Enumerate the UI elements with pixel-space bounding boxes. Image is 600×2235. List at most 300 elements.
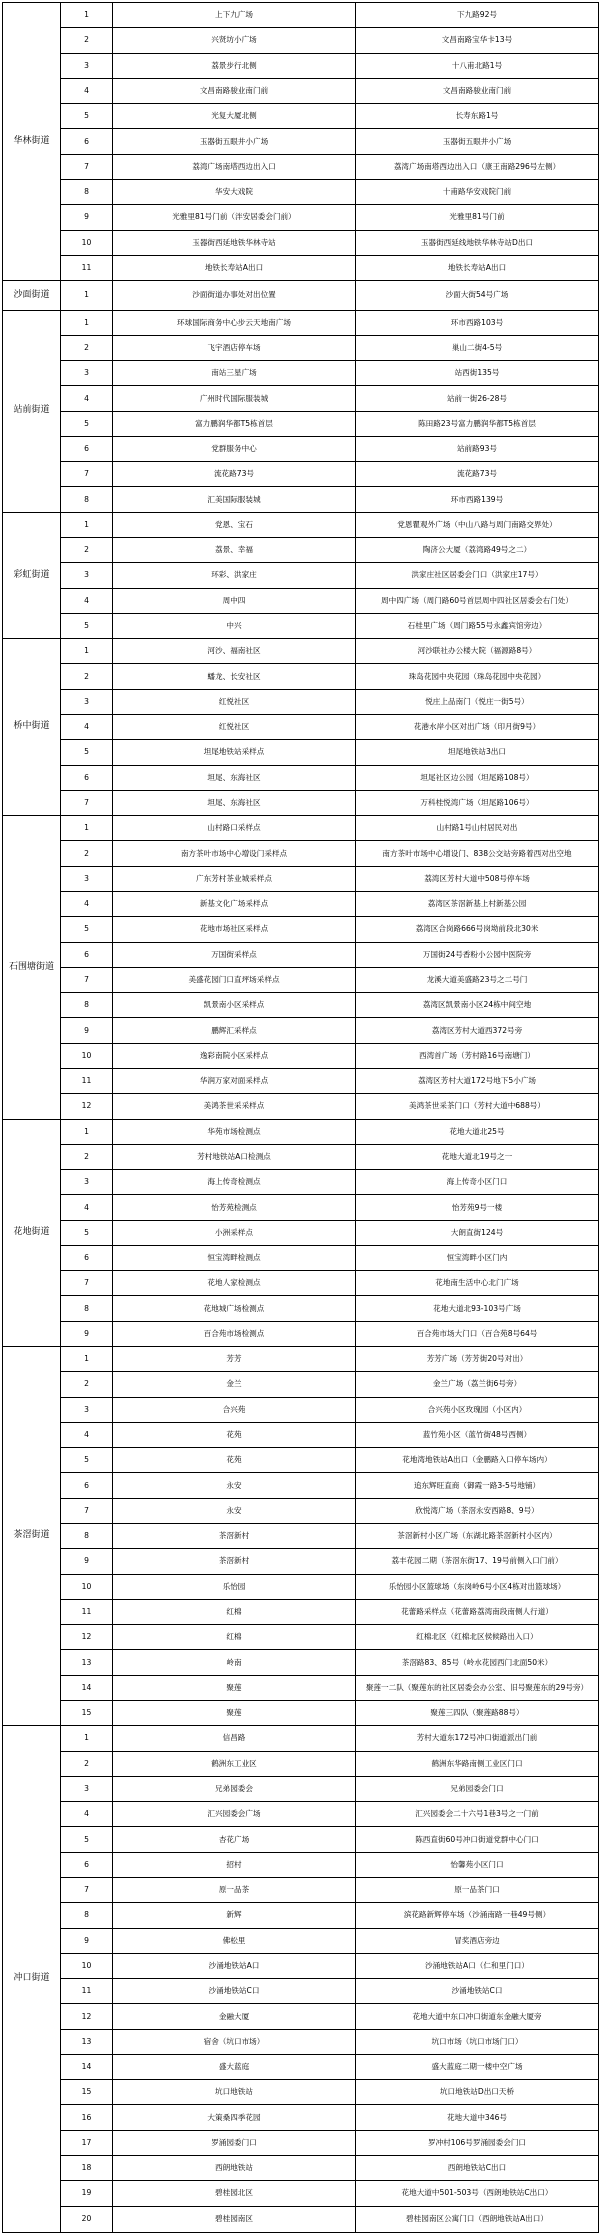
- table-row: [3, 1422, 599, 1447]
- row-number-cell: 1: [61, 512, 113, 537]
- site-address-cell: 珠岛花园中央花园（珠岛花园中央花园）: [356, 664, 599, 689]
- row-number-cell: 1: [61, 1726, 113, 1751]
- site-address-cell: 荔湾区芳村大道西372号旁: [356, 1018, 599, 1043]
- table-row: [3, 1144, 599, 1169]
- site-address-cell: 荔湾广场南塔西边出入口（康王南路296号左侧）: [356, 154, 599, 179]
- site-name-cell: 党恩、宝石: [113, 512, 356, 537]
- site-name-cell: 红悦社区: [113, 715, 356, 740]
- row-number-cell: 14: [61, 1675, 113, 1700]
- street-name-cell: 彩虹街道: [3, 512, 61, 638]
- site-address-cell: 聚莲三四队（聚莲路88号）: [356, 1700, 599, 1725]
- row-number-cell: 11: [61, 1068, 113, 1093]
- site-address-cell: 乐怡园小区篮球场（东岗岭6号小区4栋对出篮球场）: [356, 1574, 599, 1599]
- site-address-cell: 南方茶叶市场中心增设门、838公交站旁路着西对出空地: [356, 841, 599, 866]
- table-row: [3, 1877, 599, 1902]
- site-name-cell: 信昌路: [113, 1726, 356, 1751]
- site-name-cell: 玉器街西延地铁华林寺站: [113, 230, 356, 255]
- site-name-cell: 南站三星广场: [113, 361, 356, 386]
- row-number-cell: 17: [61, 2130, 113, 2155]
- site-address-cell: 周中四广场（周门路60号首层周中四社区居委会右门处）: [356, 588, 599, 613]
- site-address-cell: 荔湾区合岗路666号岗坳前段北30米: [356, 917, 599, 942]
- site-address-cell: 海上传奇小区门口: [356, 1170, 599, 1195]
- site-name-cell: 鹤洲东工业区: [113, 1751, 356, 1776]
- site-name-cell: 岭南: [113, 1650, 356, 1675]
- table-row: [3, 2029, 599, 2054]
- table-row: [3, 2004, 599, 2029]
- site-address-cell: 花地大道北19号之一: [356, 1144, 599, 1169]
- table-row: [3, 205, 599, 230]
- site-name-cell: 碧桂园南区: [113, 2206, 356, 2232]
- row-number-cell: 5: [61, 104, 113, 129]
- site-name-cell: 富力鹏润华都T5栋首层: [113, 411, 356, 436]
- site-name-cell: 华苑市场检测点: [113, 1119, 356, 1144]
- site-address-cell: 追东辉旺直商（御霞一路3-5号地铺）: [356, 1473, 599, 1498]
- row-number-cell: 5: [61, 1827, 113, 1852]
- row-number-cell: 18: [61, 2156, 113, 2181]
- table-row: [3, 411, 599, 436]
- row-number-cell: 13: [61, 1650, 113, 1675]
- table-row: [3, 2105, 599, 2130]
- row-number-cell: 1: [61, 3, 113, 28]
- table-row: [3, 790, 599, 815]
- row-number-cell: 9: [61, 1928, 113, 1953]
- table-row: [3, 715, 599, 740]
- table-row: [3, 1271, 599, 1296]
- site-name-cell: 坦尾、东海社区: [113, 790, 356, 815]
- table-row: [3, 841, 599, 866]
- row-number-cell: 4: [61, 715, 113, 740]
- row-number-cell: 2: [61, 28, 113, 53]
- site-name-cell: 坑口地铁站: [113, 2080, 356, 2105]
- site-name-cell: 新辉: [113, 1903, 356, 1928]
- table-row: [3, 78, 599, 103]
- row-number-cell: 3: [61, 361, 113, 386]
- site-name-cell: 红棉: [113, 1625, 356, 1650]
- site-name-cell: 广东芳村茶业城采样点: [113, 866, 356, 891]
- site-address-cell: 红棉北区（红棉北区侯候路出入口）: [356, 1625, 599, 1650]
- table-row: [3, 740, 599, 765]
- site-name-cell: 万国街采样点: [113, 942, 356, 967]
- table-row: [3, 1068, 599, 1093]
- site-address-cell: 花地南生活中心北门广场: [356, 1271, 599, 1296]
- site-address-cell: 光雅里81号门前: [356, 205, 599, 230]
- table-row: [3, 1372, 599, 1397]
- table-row: [3, 53, 599, 78]
- row-number-cell: 2: [61, 664, 113, 689]
- row-number-cell: 6: [61, 1245, 113, 1270]
- site-address-cell: 坦尾地铁站3出口: [356, 740, 599, 765]
- site-name-cell: 飞宇酒店停车场: [113, 335, 356, 360]
- site-address-cell: 山村路1号山村居民对出: [356, 816, 599, 841]
- site-name-cell: 广州时代国际服装城: [113, 386, 356, 411]
- site-address-cell: 陈西直街60号冲口街道党群中心门口: [356, 1827, 599, 1852]
- site-address-cell: 欣悦湾广场（茶滘永安西路8、9号）: [356, 1498, 599, 1523]
- site-address-cell: 鹤洲东华路南侧工业区门口: [356, 1751, 599, 1776]
- table-row: [3, 2054, 599, 2079]
- site-name-cell: 地铁长寿站A出口: [113, 255, 356, 280]
- row-number-cell: 8: [61, 1903, 113, 1928]
- site-address-cell: 流花路73号: [356, 462, 599, 487]
- row-number-cell: 2: [61, 335, 113, 360]
- table-row: [3, 512, 599, 537]
- table-row: [3, 1574, 599, 1599]
- site-name-cell: 美盛花园门口直坪场采样点: [113, 967, 356, 992]
- row-number-cell: 9: [61, 205, 113, 230]
- site-name-cell: 茶滘新村: [113, 1524, 356, 1549]
- table-row: [3, 967, 599, 992]
- table-row: [3, 689, 599, 714]
- site-address-cell: 怡馨苑小区门口: [356, 1852, 599, 1877]
- site-name-cell: 花地城广场检测点: [113, 1296, 356, 1321]
- site-name-cell: 文昌南路骏业南门前: [113, 78, 356, 103]
- site-address-cell: 玉器街五眼井小广场: [356, 129, 599, 154]
- table-row: [3, 3, 599, 28]
- table-row: [3, 891, 599, 916]
- site-address-cell: 洪家庄社区居委会门口（洪家庄17号）: [356, 563, 599, 588]
- site-address-cell: 下九路92号: [356, 3, 599, 28]
- table-row: [3, 386, 599, 411]
- site-name-cell: 兄弟园委会: [113, 1776, 356, 1801]
- row-number-cell: 9: [61, 1321, 113, 1346]
- row-number-cell: 1: [61, 816, 113, 841]
- table-row: [3, 588, 599, 613]
- site-address-cell: 花地大道北25号: [356, 1119, 599, 1144]
- row-number-cell: 6: [61, 1473, 113, 1498]
- row-number-cell: 3: [61, 866, 113, 891]
- site-name-cell: 中兴: [113, 613, 356, 638]
- site-name-cell: 周中四: [113, 588, 356, 613]
- site-name-cell: 大策桑四季花园: [113, 2105, 356, 2130]
- site-address-cell: 合兴苑小区玫瑰园（小区内）: [356, 1397, 599, 1422]
- row-number-cell: 8: [61, 993, 113, 1018]
- table-row: [3, 2206, 599, 2232]
- site-name-cell: 杏花广场: [113, 1827, 356, 1852]
- table-row: [3, 613, 599, 638]
- site-name-cell: 招村: [113, 1852, 356, 1877]
- table-row: [3, 230, 599, 255]
- site-name-cell: 怡芳苑检测点: [113, 1195, 356, 1220]
- site-name-cell: 永安: [113, 1498, 356, 1523]
- site-address-cell: 金兰广场（荔兰街6号旁）: [356, 1372, 599, 1397]
- site-name-cell: 红悦社区: [113, 689, 356, 714]
- row-number-cell: 11: [61, 255, 113, 280]
- row-number-cell: 10: [61, 1043, 113, 1068]
- table-row: [3, 1296, 599, 1321]
- table-row: [3, 1397, 599, 1422]
- site-address-cell: 文昌南路宝华卡13号: [356, 28, 599, 53]
- table-row: [3, 2156, 599, 2181]
- street-name-cell: 石围塘街道: [3, 816, 61, 1119]
- row-number-cell: 3: [61, 53, 113, 78]
- site-address-cell: 石桂里广场（周门路55号永鑫宾馆旁边）: [356, 613, 599, 638]
- site-address-cell: 怡芳苑9号一楼: [356, 1195, 599, 1220]
- site-name-cell: 光复大厦北侧: [113, 104, 356, 129]
- row-number-cell: 5: [61, 1448, 113, 1473]
- site-address-cell: 玉器街西延线地铁华林寺站D出口: [356, 230, 599, 255]
- table-row: [3, 104, 599, 129]
- row-number-cell: 8: [61, 179, 113, 204]
- site-name-cell: 荔湾广场南塔西边出入口: [113, 154, 356, 179]
- site-name-cell: 鹏辉汇采样点: [113, 1018, 356, 1043]
- street-name-cell: 华林街道: [3, 3, 61, 281]
- site-name-cell: 汇美国际服装城: [113, 487, 356, 512]
- row-number-cell: 4: [61, 891, 113, 916]
- table-row: [3, 1928, 599, 1953]
- table-row: [3, 1599, 599, 1624]
- site-name-cell: 汇兴园委会广场: [113, 1802, 356, 1827]
- table-row: [3, 1245, 599, 1270]
- row-number-cell: 2: [61, 1372, 113, 1397]
- row-number-cell: 1: [61, 1119, 113, 1144]
- site-name-cell: 芳村地铁站A口检测点: [113, 1144, 356, 1169]
- site-address-cell: 茶滘新村小区广场（东湖北路茶滘新村小区内）: [356, 1524, 599, 1549]
- site-name-cell: 红棉: [113, 1599, 356, 1624]
- site-name-cell: 华安大戏院: [113, 179, 356, 204]
- site-name-cell: 玉器街五眼井小广场: [113, 129, 356, 154]
- site-name-cell: 聚莲: [113, 1675, 356, 1700]
- table-row: [3, 917, 599, 942]
- table-row: [3, 1018, 599, 1043]
- table-row: [3, 2130, 599, 2155]
- site-address-cell: 茶滘路83、85号（岭水花园西门北面50米）: [356, 1650, 599, 1675]
- site-name-cell: 蟠龙、长安社区: [113, 664, 356, 689]
- site-name-cell: 金兰: [113, 1372, 356, 1397]
- row-number-cell: 4: [61, 588, 113, 613]
- row-number-cell: 7: [61, 790, 113, 815]
- site-name-cell: 荔景、幸福: [113, 538, 356, 563]
- table-row: [3, 866, 599, 891]
- site-address-cell: 盛大蓝庭二期一楼中空广场: [356, 2054, 599, 2079]
- site-name-cell: 花苑: [113, 1422, 356, 1447]
- table-row: [3, 1448, 599, 1473]
- site-address-cell: 花地大道中501-503号（西朗地铁站C出口）: [356, 2181, 599, 2206]
- table-row: [3, 538, 599, 563]
- table-row: [3, 1802, 599, 1827]
- site-address-cell: 花地大道中346号: [356, 2105, 599, 2130]
- row-number-cell: 2: [61, 1751, 113, 1776]
- site-name-cell: 恒宝湾畔检测点: [113, 1245, 356, 1270]
- site-name-cell: 佛松里: [113, 1928, 356, 1953]
- table-row: [3, 1726, 599, 1751]
- site-name-cell: 山村路口采样点: [113, 816, 356, 841]
- row-number-cell: 7: [61, 462, 113, 487]
- site-name-cell: 西朗地铁站: [113, 2156, 356, 2181]
- site-address-cell: 荔湾区芳村大道中508号停车场: [356, 866, 599, 891]
- site-address-cell: 荔湾区芳村大道172号地下5小广场: [356, 1068, 599, 1093]
- table-row: [3, 1498, 599, 1523]
- site-address-cell: 坑口市场（坑口市场门口）: [356, 2029, 599, 2054]
- site-name-cell: 沙涌地铁站C口: [113, 1979, 356, 2004]
- table-row: [3, 1751, 599, 1776]
- table-row: [3, 1827, 599, 1852]
- site-address-cell: 花蕾路采样点（花蕾路荔湾南段南侧人行道）: [356, 1599, 599, 1624]
- site-name-cell: 南方茶叶市场中心增设门采样点: [113, 841, 356, 866]
- row-number-cell: 6: [61, 436, 113, 461]
- row-number-cell: 6: [61, 129, 113, 154]
- site-name-cell: 坦尾、东海社区: [113, 765, 356, 790]
- table-row: [3, 639, 599, 664]
- site-name-cell: 聚莲: [113, 1700, 356, 1725]
- table-row: [3, 1347, 599, 1372]
- site-name-cell: 罗涌园委门口: [113, 2130, 356, 2155]
- table-row: [3, 154, 599, 179]
- row-number-cell: 16: [61, 2105, 113, 2130]
- site-address-cell: 陈田路23号富力鹏润华都T5栋首层: [356, 411, 599, 436]
- row-number-cell: 5: [61, 917, 113, 942]
- site-name-cell: 花苑: [113, 1448, 356, 1473]
- table-row: [3, 310, 599, 335]
- site-address-cell: 汇兴园委会二十六号1巷3号之一门前: [356, 1802, 599, 1827]
- site-address-cell: 碧桂园南区公寓门口（西朗地铁站A出口）: [356, 2206, 599, 2232]
- row-number-cell: 11: [61, 1599, 113, 1624]
- table-row: [3, 361, 599, 386]
- table-row: [3, 1852, 599, 1877]
- site-name-cell: 河沙、福南社区: [113, 639, 356, 664]
- row-number-cell: 8: [61, 1296, 113, 1321]
- row-number-cell: 14: [61, 2054, 113, 2079]
- site-address-cell: 十八甫北路1号: [356, 53, 599, 78]
- table-row: [3, 1473, 599, 1498]
- site-name-cell: 原一品茶: [113, 1877, 356, 1902]
- row-number-cell: 3: [61, 689, 113, 714]
- table-row: [3, 1979, 599, 2004]
- site-name-cell: 茶滘新村: [113, 1549, 356, 1574]
- row-number-cell: 7: [61, 1271, 113, 1296]
- table-row: [3, 765, 599, 790]
- site-address-cell: 荔湾区茶滘新基上村新基公园: [356, 891, 599, 916]
- table-row: [3, 281, 599, 310]
- site-address-cell: 花地湾地铁站A出口（金鹏路入口停车场内）: [356, 1448, 599, 1473]
- site-address-cell: 花地大道北93-103号广场: [356, 1296, 599, 1321]
- table-row: [3, 1903, 599, 1928]
- site-name-cell: 海上传奇检测点: [113, 1170, 356, 1195]
- table-row: [3, 1119, 599, 1144]
- street-name-cell: 站前街道: [3, 310, 61, 512]
- site-name-cell: 环球国际商务中心步云天地南广场: [113, 310, 356, 335]
- site-name-cell: 碧桂园北区: [113, 2181, 356, 2206]
- site-name-cell: 金融大厦: [113, 2004, 356, 2029]
- table-row: [3, 1549, 599, 1574]
- site-name-cell: 流花路73号: [113, 462, 356, 487]
- site-address-cell: 坦尾社区边公园（坦尾路108号）: [356, 765, 599, 790]
- table-row: [3, 1043, 599, 1068]
- site-address-cell: 西湾首广场（芳村路16号南塘门）: [356, 1043, 599, 1068]
- site-name-cell: 凯景南小区采样点: [113, 993, 356, 1018]
- row-number-cell: 6: [61, 942, 113, 967]
- table-row: [3, 2080, 599, 2105]
- row-number-cell: 8: [61, 487, 113, 512]
- site-address-cell: 芳村大道东172号冲口街道派出门前: [356, 1726, 599, 1751]
- table-row: [3, 129, 599, 154]
- table-row: [3, 1625, 599, 1650]
- site-name-cell: 百合苑市场检测点: [113, 1321, 356, 1346]
- site-address-cell: 荔湾区凯景南小区24栋中间空地: [356, 993, 599, 1018]
- row-number-cell: 20: [61, 2206, 113, 2232]
- site-name-cell: 美鸿茶世采采样点: [113, 1094, 356, 1119]
- site-address-cell: 大朗直街124号: [356, 1220, 599, 1245]
- row-number-cell: 12: [61, 2004, 113, 2029]
- street-name-cell: 花地街道: [3, 1119, 61, 1347]
- row-number-cell: 19: [61, 2181, 113, 2206]
- site-name-cell: 小洲采样点: [113, 1220, 356, 1245]
- site-address-cell: 万科桂悦湾广场（坦尾路106号）: [356, 790, 599, 815]
- table-row: [3, 1094, 599, 1119]
- row-number-cell: 7: [61, 1498, 113, 1523]
- row-number-cell: 3: [61, 1776, 113, 1801]
- site-name-cell: 宿舍（坑口市场）: [113, 2029, 356, 2054]
- site-address-cell: 十甫路华安戏院门前: [356, 179, 599, 204]
- site-address-cell: 花地大道中东口冲口街道东金融大厦旁: [356, 2004, 599, 2029]
- row-number-cell: 8: [61, 1524, 113, 1549]
- site-address-cell: 冒奖酒店旁边: [356, 1928, 599, 1953]
- row-number-cell: 13: [61, 2029, 113, 2054]
- site-address-cell: 百合苑市场大门口（百合苑8号64号: [356, 1321, 599, 1346]
- site-address-cell: 站前路93号: [356, 436, 599, 461]
- row-number-cell: 4: [61, 1802, 113, 1827]
- row-number-cell: 4: [61, 1422, 113, 1447]
- table-row: [3, 1953, 599, 1978]
- table-row: [3, 436, 599, 461]
- table-row: [3, 563, 599, 588]
- site-address-cell: 党恩瞿观外广场（中山八路与周门南路交界处）: [356, 512, 599, 537]
- table-row: [3, 335, 599, 360]
- table-row: [3, 487, 599, 512]
- site-name-cell: 花地人家检测点: [113, 1271, 356, 1296]
- table-row: [3, 1700, 599, 1725]
- row-number-cell: 4: [61, 78, 113, 103]
- site-address-cell: 原一品茶门口: [356, 1877, 599, 1902]
- site-address-cell: 兄弟园委会门口: [356, 1776, 599, 1801]
- table-row: [3, 816, 599, 841]
- table-row: [3, 462, 599, 487]
- site-address-cell: 沙涌地铁站C口: [356, 1979, 599, 2004]
- row-number-cell: 9: [61, 1018, 113, 1043]
- street-name-cell: 茶滘街道: [3, 1347, 61, 1726]
- site-address-cell: 巢山二街4-5号: [356, 335, 599, 360]
- site-name-cell: 坦尾地铁站采样点: [113, 740, 356, 765]
- table-row: [3, 1776, 599, 1801]
- row-number-cell: 3: [61, 563, 113, 588]
- site-name-cell: 党群服务中心: [113, 436, 356, 461]
- row-number-cell: 7: [61, 967, 113, 992]
- row-number-cell: 3: [61, 1170, 113, 1195]
- site-name-cell: 芳芳: [113, 1347, 356, 1372]
- site-address-cell: 聚莲一二队（聚莲东的社区居委会办公室、旧号聚莲东的29号旁）: [356, 1675, 599, 1700]
- site-name-cell: 逸彩南院小区采样点: [113, 1043, 356, 1068]
- site-address-cell: 长寿东路1号: [356, 104, 599, 129]
- site-name-cell: 上下九广场: [113, 3, 356, 28]
- row-number-cell: 15: [61, 2080, 113, 2105]
- table-row: [3, 2181, 599, 2206]
- row-number-cell: 6: [61, 765, 113, 790]
- row-number-cell: 5: [61, 740, 113, 765]
- site-address-cell: 站西街135号: [356, 361, 599, 386]
- site-address-cell: 芳芳广场（芳芳街20号对出）: [356, 1347, 599, 1372]
- row-number-cell: 12: [61, 1094, 113, 1119]
- site-name-cell: 光雅里81号门前（泮安居委会门前）: [113, 205, 356, 230]
- site-name-cell: 华润万家对面采样点: [113, 1068, 356, 1093]
- row-number-cell: 7: [61, 154, 113, 179]
- table-row: [3, 1170, 599, 1195]
- row-number-cell: 3: [61, 1397, 113, 1422]
- site-address-cell: 沙涌地铁站A口（仁和里门口）: [356, 1953, 599, 1978]
- site-address-cell: 西朗地铁站C出口: [356, 2156, 599, 2181]
- site-address-cell: 罗冲村106号罗涌园委会门口: [356, 2130, 599, 2155]
- table-row: [3, 1321, 599, 1346]
- table-row: [3, 255, 599, 280]
- site-address-cell: 荔丰花园二期（茶滘东街17、19号前侧入口门前）: [356, 1549, 599, 1574]
- site-name-cell: 新基文化广场采样点: [113, 891, 356, 916]
